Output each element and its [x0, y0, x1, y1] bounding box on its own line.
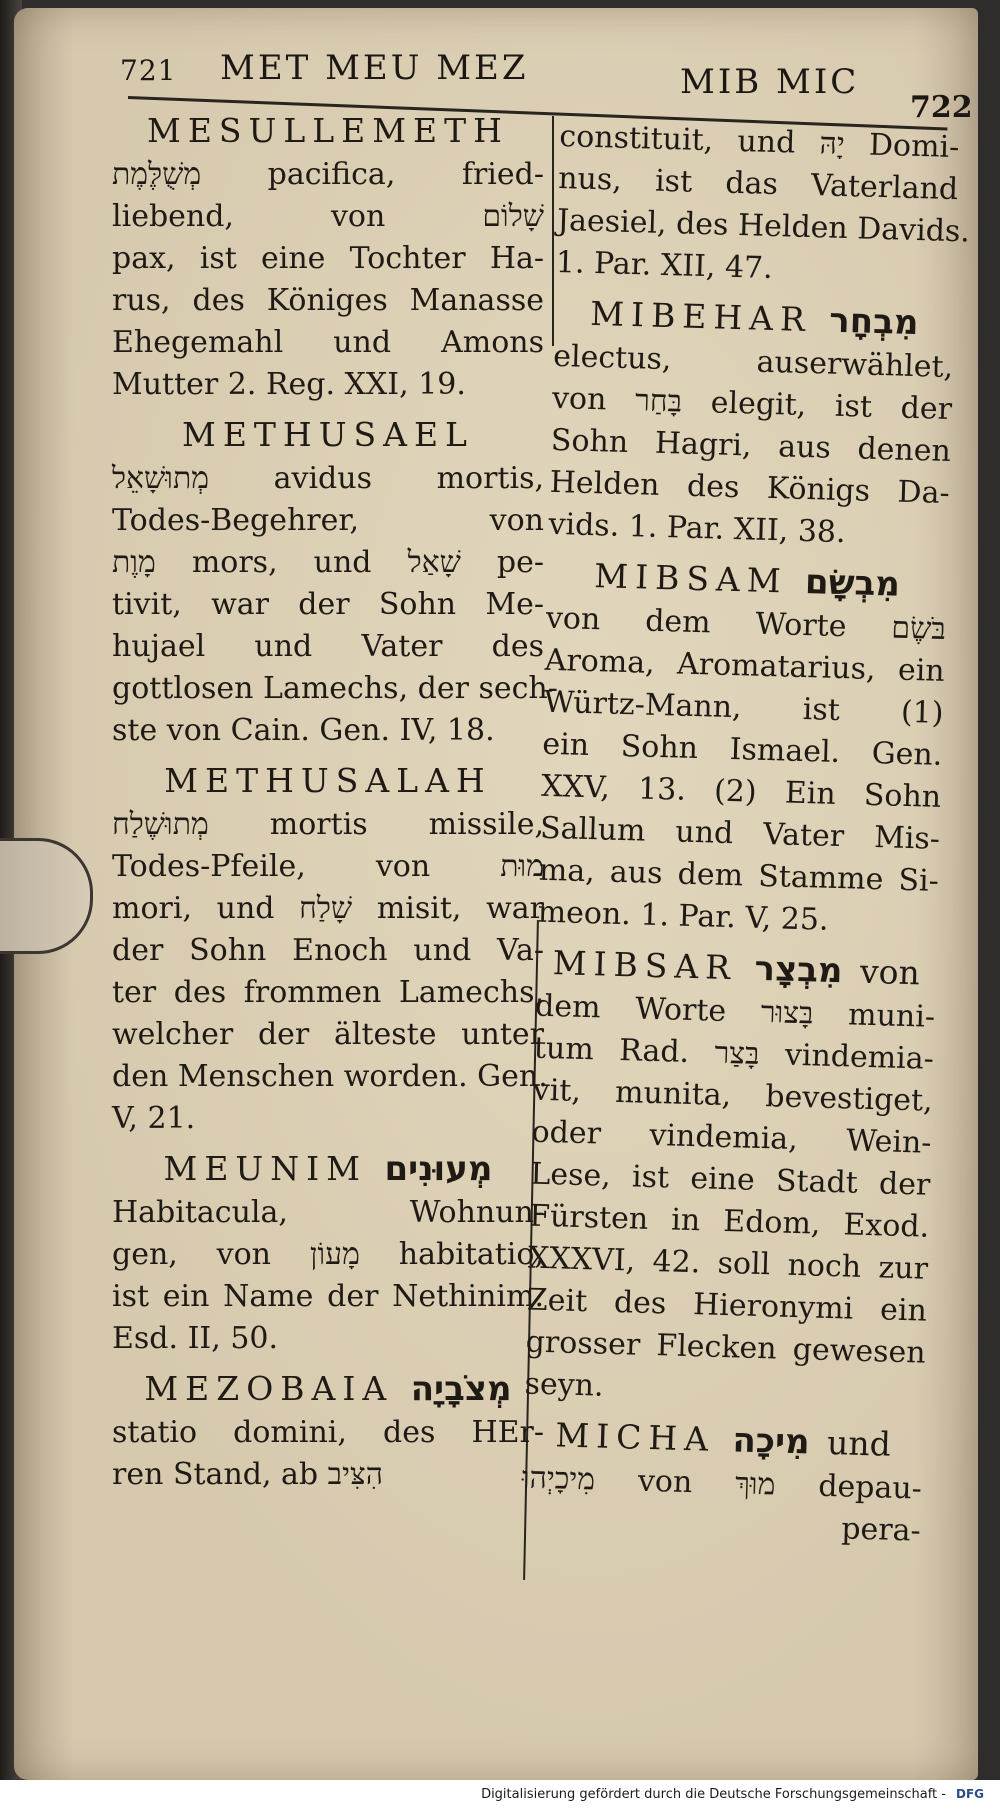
left-page-number: 721 [120, 54, 177, 87]
entry-line: hujael und Vater des [112, 629, 544, 664]
entry-line: statio domini, des HEr- [112, 1415, 544, 1450]
left-column [112, 108, 558, 1502]
entry-line: ter des frommen Lamechs, [112, 975, 544, 1010]
entry-line: welcher der älteste unter [112, 1017, 544, 1052]
entry-line: Lese, ist eine Stadt der [529, 1156, 931, 1203]
headword: METHUSAEL [182, 415, 474, 454]
headword: MEZOBAIA [144, 1369, 394, 1408]
entry-line: electus, auserwählet, [552, 338, 954, 386]
entry-line: von בָּחַר elegit, ist der [551, 380, 953, 428]
entry-mesullemeth [112, 108, 544, 406]
digitization-credit [481, 1784, 988, 1804]
entry-line: מְשֻׁלֶּמֶת pacifica, fried- [112, 157, 544, 192]
entry-line: Helden des Königs Da- [549, 464, 951, 512]
headword: MEUNIM [163, 1149, 367, 1188]
headword-line [112, 1366, 544, 1412]
entry-line: Mutter 2. Reg. XXI, 19. [112, 367, 466, 402]
entry-line: vit, munita, bevestiget, [532, 1072, 934, 1119]
entry-line: Todes-Pfeile, von מוּת [112, 849, 544, 884]
right-column [520, 116, 971, 1559]
entry-mezobaia [112, 1366, 544, 1496]
entry-line: grosser Flecken gewesen [525, 1324, 927, 1371]
entry-mibsar [524, 940, 937, 1417]
entry-line: rus, des Königes Manasse [112, 283, 544, 318]
right-page-number: 722 [910, 90, 973, 125]
right-guide-words: MIB MIC [680, 62, 860, 102]
dfg-logo: DFG [952, 1786, 988, 1802]
entry-line: gen, von מָעוֹן habitatio, [112, 1237, 545, 1272]
entry-line: von dem Worte בֹּשֶׂם [545, 600, 947, 647]
entry-line: nus, ist das Vaterland [557, 160, 959, 208]
hebrew-headword: מִבְשָׂם [804, 562, 901, 605]
entry-line: Sohn Hagri, aus denen [550, 422, 952, 470]
entry-line: vids. 1. Par. XII, 38. [548, 506, 847, 551]
entry-line: gottlosen Lamechs, der sech- [112, 671, 558, 706]
entry-line: mori, und שָׁלַח misit, war [112, 891, 544, 926]
entry-line: tum Rad. בָּצַר vindemia- [533, 1030, 935, 1077]
headword: MIBSAM [593, 556, 789, 601]
entry-line: tivit, war der Sohn Me- [112, 587, 544, 622]
entry-line: den Menschen worden. Gen. [112, 1059, 548, 1094]
entry-line: Habitacula, Wohnun- [112, 1195, 544, 1230]
entry-line: Zeit des Hieronymi ein [526, 1282, 928, 1329]
running-header [110, 44, 973, 125]
hebrew-headword: מִיכָה [731, 1420, 811, 1463]
entry-line: seyn. [524, 1366, 605, 1404]
entry-line: XXXVI, 42. soll noch zur [527, 1240, 929, 1287]
entry-line: Würtz-Mann, ist (1) [543, 684, 944, 731]
headword: MESULLEMETH [147, 111, 509, 150]
entry-line: ren Stand, ab הִצִּיב [112, 1457, 383, 1492]
headword-tail: von [859, 951, 921, 993]
entry-line: Todes-Begehrer, von [112, 503, 544, 538]
entry-mibehar [548, 290, 955, 557]
entry-line: ste von Cain. Gen. IV, 18. [112, 713, 495, 748]
entry-line: Fürsten in Edom, Exod. [528, 1198, 930, 1245]
hebrew-headword: מְצֹבָיָה [410, 1369, 512, 1409]
entry-line: Ehegemahl und Amons [112, 325, 544, 360]
entry-line: מְתוּשָׁאֵל avidus mortis, [112, 461, 544, 496]
entry-line: ma, aus dem Stamme Si- [538, 852, 940, 899]
left-guide-words: MET MEU MEZ [220, 48, 529, 88]
entry-line: dem Worte בָּצוּר muni- [534, 988, 936, 1035]
entry-line: pax, ist eine Tochter Ha- [112, 241, 544, 276]
entry-line: מְתוּשֶׁלַח mortis missile, [112, 807, 544, 842]
entry-line: Sallum und Vater Mis- [539, 810, 941, 857]
headword: MICHA [554, 1415, 716, 1459]
entry-line: מָוֶת mors, und שָׁאַל pe- [112, 545, 544, 580]
entry-continuation [555, 116, 971, 295]
hebrew-headword: מִבְחָר [828, 300, 920, 344]
entry-line: XXV, 13. (2) Ein Sohn [540, 768, 942, 815]
entry-line: meon. 1. Par. V, 25. [537, 894, 829, 938]
entry-line: 1. Par. XII, 47. [555, 244, 774, 286]
entry-line: liebend, von שָׁלוֹם [112, 199, 544, 234]
entry-methusael [112, 412, 558, 752]
entry-line: ist ein Name der Nethinim. [112, 1279, 544, 1314]
hebrew-headword: מְעוּנִים [384, 1149, 493, 1189]
headword-line [112, 1146, 544, 1192]
headword: MIBSAR [552, 943, 738, 988]
entry-micha [520, 1411, 923, 1552]
entry-line: ein Sohn Ismael. Gen. [541, 726, 943, 773]
entry-line: V, 21. [112, 1101, 196, 1136]
entry-line: Jaesiel, des Helden Davids. [556, 202, 971, 250]
credit-text: Digitalisierung gefördert durch die Deutsche Forschungsgemeinschaft - [481, 1786, 946, 1802]
entry-meunim [112, 1146, 544, 1360]
entry-line: pera- [840, 1511, 922, 1549]
headword: METHUSALAH [164, 761, 492, 800]
entry-methusalah [112, 758, 548, 1140]
headword: MIBEHAR [589, 293, 813, 340]
entry-line: oder vindemia, Wein- [531, 1114, 932, 1161]
entry-mibsam [537, 552, 948, 945]
headword-tail: und [826, 1422, 892, 1464]
entry-line: constituit, und יָהּ Domi- [558, 118, 960, 166]
entry-line: מִיכָיְהוּ von מוּךְ depau- [521, 1460, 923, 1507]
hebrew-headword: מִבְצָר [754, 948, 844, 992]
entry-line: Esd. II, 50. [112, 1321, 279, 1356]
entry-line: Aroma, Aromatarius, ein [544, 642, 946, 689]
entry-line: der Sohn Enoch und Va- [112, 933, 544, 968]
